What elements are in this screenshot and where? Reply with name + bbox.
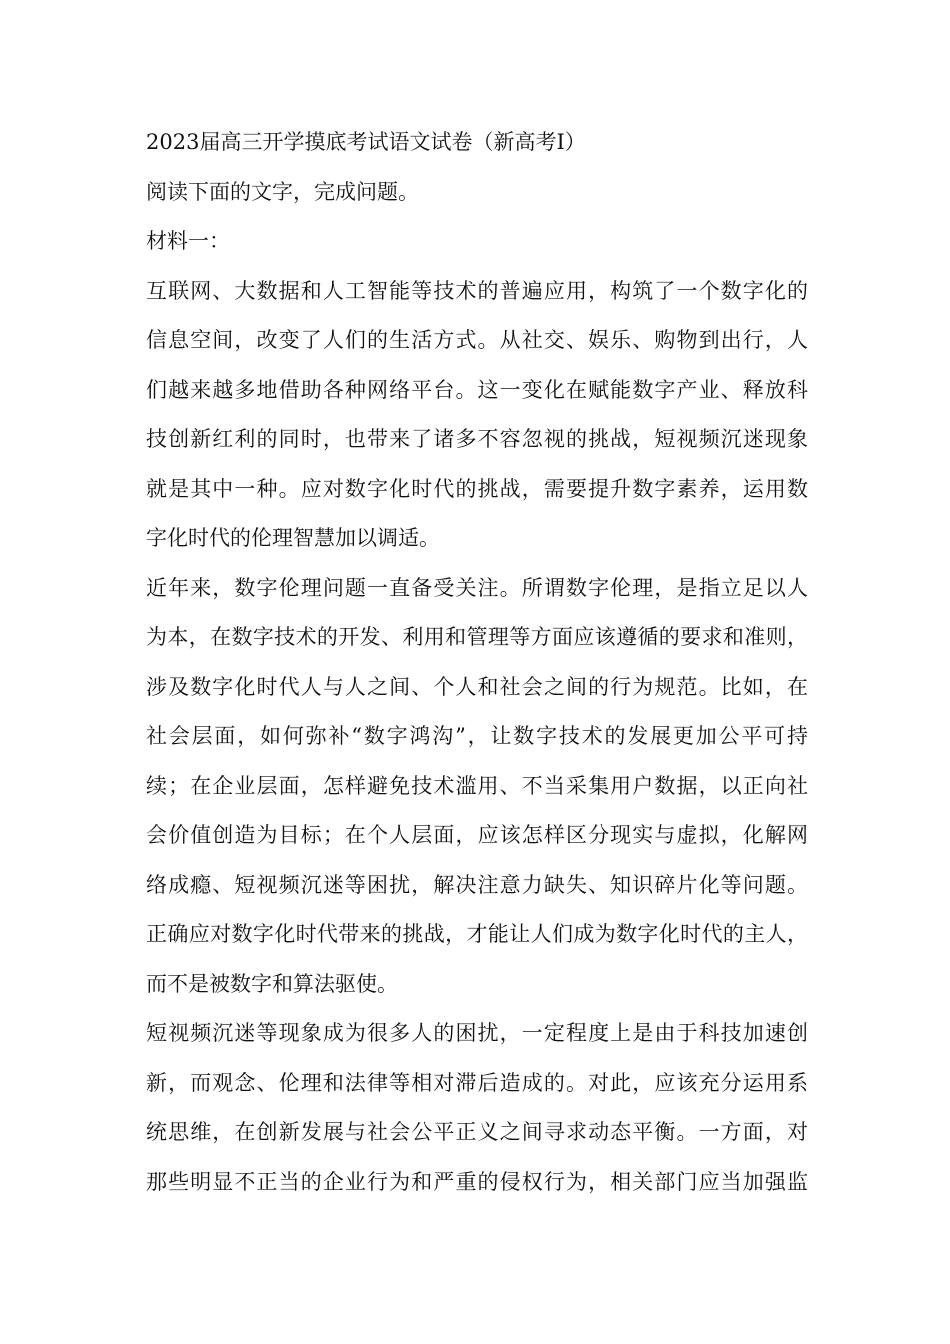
paragraph-line: 那些明显不正当的企业行为和严重的侵权行为，相关部门应当加强监 <box>146 1169 808 1194</box>
paragraph-line: 技创新红利的同时，也带来了诸多不容忽视的挑战，短视频沉迷现象 <box>146 427 808 451</box>
paragraph-line: 络成瘾、短视频沉迷等困扰，解决注意力缺失、知识碎片化等问题。 <box>146 872 808 897</box>
paragraph-line: 短视频沉迷等现象成为很多人的困扰，一定程度上是由于科技加速创 <box>146 1021 808 1045</box>
paragraph-line: 涉及数字化时代人与人之间、个人和社会之间的行为规范。比如，在 <box>146 674 808 699</box>
paragraph-line: 近年来，数字伦理问题一直备受关注。所谓数字伦理，是指立足以人 <box>146 575 808 600</box>
paragraph-line: 新，而观念、伦理和法律等相对滞后造成的。对此，应该充分运用系 <box>146 1070 808 1095</box>
material-label: 材料一： <box>146 229 230 253</box>
paragraph-line: 社会层面，如何弥补“数字鸿沟”，让数字技术的发展更加公平可持 <box>146 724 808 748</box>
paragraph-line: 统思维，在创新发展与社会公平正义之间寻求动态平衡。一方面，对 <box>146 1120 808 1144</box>
paragraph-line: 字化时代的伦理智慧加以调适。 <box>146 526 440 550</box>
paragraph-line: 为本，在数字技术的开发、利用和管理等方面应该遵循的要求和准则， <box>146 625 808 649</box>
paragraph-line: 续；在企业层面，怎样避免技术滥用、不当采集用户数据，以正向社 <box>146 773 808 798</box>
paragraph-1 <box>146 267 808 564</box>
paragraph-line: 会价值创造为目标；在个人层面，应该怎样区分现实与虚拟，化解网 <box>146 823 808 847</box>
paragraph-line: 们越来越多地借助各种网络平台。这一变化在赋能数字产业、释放科 <box>146 377 808 402</box>
paragraph-2 <box>146 564 808 1010</box>
paragraph-line: 正确应对数字化时代带来的挑战，才能让人们成为数字化时代的主人， <box>146 922 808 946</box>
reading-instruction: 阅读下面的文字，完成问题。 <box>146 179 419 204</box>
paragraph-line: 而不是被数字和算法驱使。 <box>146 971 398 996</box>
paragraph-line: 互联网、大数据和人工智能等技术的普遍应用，构筑了一个数字化的 <box>146 278 808 303</box>
paragraph-line: 就是其中一种。应对数字化时代的挑战，需要提升数字素养，运用数 <box>146 476 808 501</box>
paragraph-3 <box>146 1009 808 1207</box>
paragraph-line: 信息空间，改变了人们的生活方式。从社交、娱乐、购物到出行，人 <box>146 328 808 352</box>
document-title: 2023届高三开学摸底考试语文试卷（新高考Ⅰ） <box>146 130 586 154</box>
document-page <box>146 118 808 1207</box>
